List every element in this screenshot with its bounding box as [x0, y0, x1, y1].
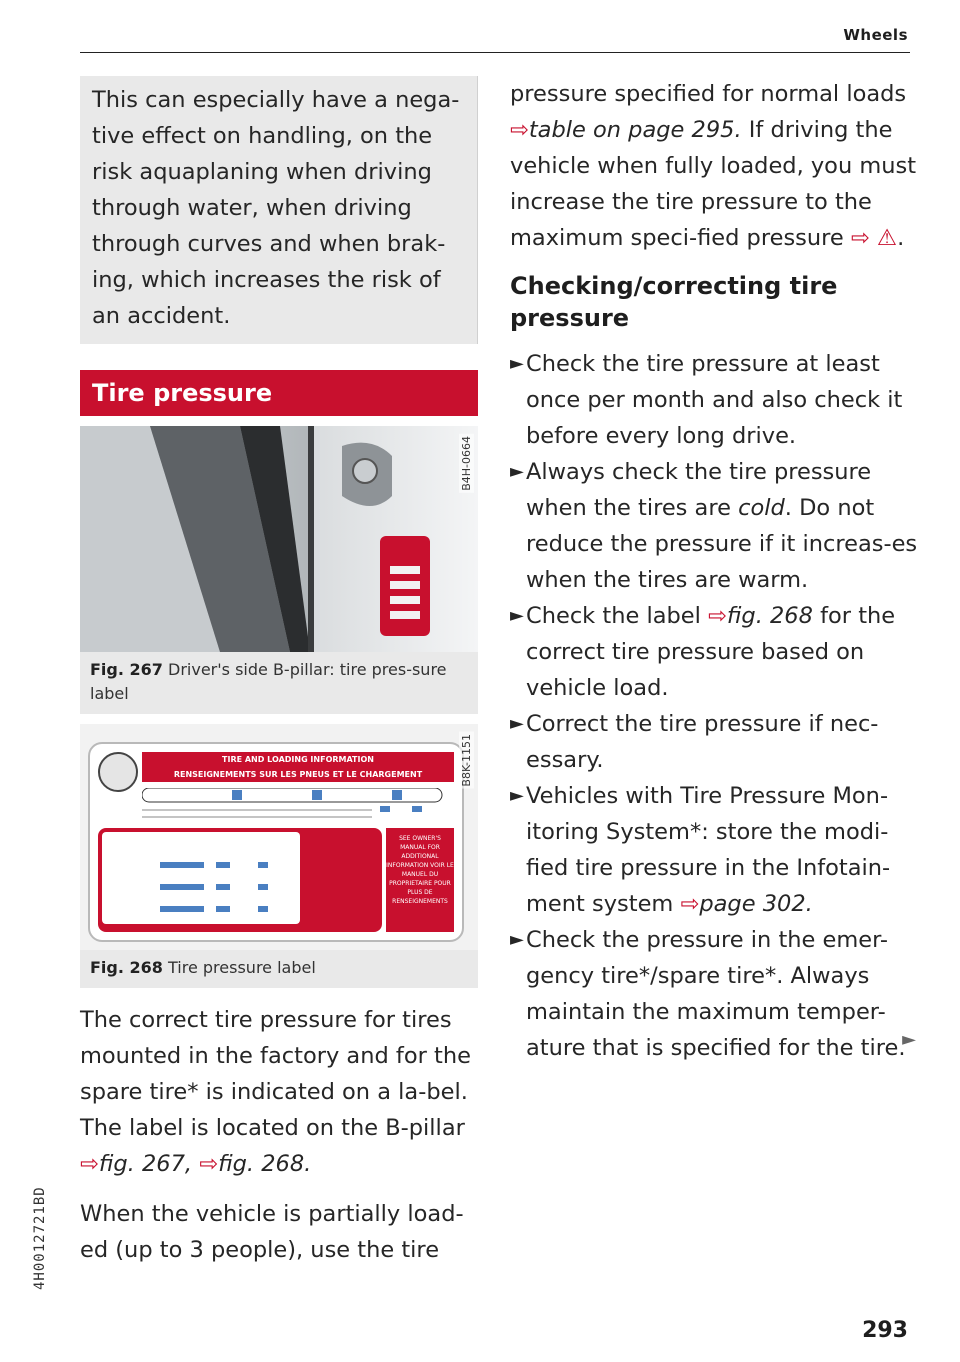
- kpa-field: [216, 884, 230, 890]
- link-fig-268[interactable]: fig. 268: [726, 603, 813, 629]
- tire-label-card: [88, 742, 464, 942]
- right-column: [510, 76, 920, 1066]
- bullet-text: Correct the tire pressure if nec-essary.: [526, 711, 879, 773]
- psi-field: [258, 862, 268, 868]
- bullet-item: [510, 598, 920, 706]
- link-fig-268[interactable]: fig. 268.: [218, 1151, 312, 1177]
- bullet-arrow-icon: ►: [510, 929, 524, 950]
- page-number: 293: [862, 1318, 908, 1343]
- cross-reference-arrow-icon: ⇨: [510, 117, 529, 143]
- figure-268-caption: [80, 950, 478, 988]
- b-pillar-illustration: [80, 426, 478, 652]
- bullet-text: Check the pressure in the emer-gency tire*/spare tire*. Always maintain the maximum temper-ature that is specified for the tire.: [526, 927, 906, 1061]
- seating-capacity-graphic: [142, 788, 452, 822]
- figure-267: [80, 426, 478, 714]
- cross-reference-arrow-icon: ⇨: [80, 1151, 99, 1177]
- cross-reference-arrow-icon: ⇨: [680, 891, 700, 917]
- bullet-arrow-icon: ►: [510, 713, 524, 734]
- figure-267-caption: [80, 652, 478, 714]
- tire-label-seating-row: [142, 788, 454, 804]
- bullet-item: [510, 706, 920, 778]
- paragraph-text: If driving the vehicle when fully loaded, you must increase the tire pressure to the maximum speci-fied pressure: [510, 117, 917, 251]
- bullet-arrow-icon: ►: [510, 785, 524, 806]
- bullet-emphasis: cold: [738, 495, 785, 521]
- bullet-text: . Do not reduce the pressure if it increas-es when the tires are warm.: [526, 495, 918, 593]
- header-rule: [80, 52, 910, 53]
- size-field: [160, 884, 204, 890]
- warning-continuation-box: [80, 76, 478, 344]
- bullet-arrow-icon: ►: [510, 353, 524, 374]
- figure-267-label: Fig. 267: [90, 660, 163, 679]
- paragraph-normal-loads: [510, 76, 920, 256]
- cross-reference-arrow-icon: ⇨: [708, 603, 727, 629]
- bullet-item: [510, 346, 920, 454]
- section-heading: Tire pressure: [80, 370, 478, 416]
- figure-268-caption-text: Tire pressure label: [168, 958, 316, 977]
- cross-reference-arrow-icon: ⇨: [199, 1151, 219, 1177]
- bullet-text: Check the tire pressure at least once per month and also check it before every long drive.: [526, 351, 903, 449]
- kpa-field: [216, 862, 230, 868]
- link-fig-267[interactable]: fig. 267,: [98, 1151, 193, 1177]
- warning-text: This can especially have a nega-tive effect on handling, on the risk aquaplaning when driving through water, when driving through curves and when brak-ing, which increases the risk of an accident.: [92, 87, 460, 329]
- right-body: [510, 76, 920, 256]
- document-code: 4H0012721BD: [32, 1186, 48, 1290]
- bullet-item: [510, 454, 920, 598]
- tire-pressure-label-illustration: [80, 724, 478, 950]
- continue-arrow-icon: ►: [902, 1029, 916, 1050]
- subheading-checking-correcting: Checking/correcting tire pressure: [510, 272, 838, 332]
- bullet-text: for the correct tire pressure based on vehicle load.: [526, 603, 896, 701]
- paragraph-label-location: [80, 1002, 478, 1182]
- tire-label-side-panel: SEE OWNER'S MANUAL FOR ADDITIONAL INFORMATION VOIR LE MANUEL DU PROPRIETAIRE POUR PLUS DE RENSEIGNEMENTS: [386, 828, 454, 932]
- figure-268-code: B8K-1151: [460, 734, 473, 787]
- bullet-item: [510, 922, 920, 1066]
- tire-pressure-table-graphic: [98, 828, 382, 932]
- psi-field: [258, 884, 268, 890]
- cross-reference-arrow-icon: ⇨: [850, 225, 870, 251]
- figure-268: [80, 724, 478, 988]
- figure-267-code: B4H-0664: [460, 436, 473, 491]
- tire-label-band: [142, 752, 454, 782]
- bullet-arrow-icon: ►: [510, 461, 524, 482]
- paragraph-text: .: [897, 225, 905, 251]
- bullet-item: [510, 778, 920, 922]
- left-column: [80, 76, 478, 1282]
- paragraph-text: The correct tire pressure for tires mounted in the factory and for the spare tire* is indicated on a la-bel. The label is located on the B-pillar: [80, 1007, 471, 1141]
- psi-field: [258, 906, 268, 912]
- size-field: [160, 862, 204, 868]
- kpa-field: [216, 906, 230, 912]
- figure-267-caption-text: Driver's side B-pillar: tire pres-sure label: [90, 660, 447, 703]
- bullet-text: Check the label: [526, 603, 709, 629]
- paragraph-partial-load: When the vehicle is partially load-ed (up to 3 people), use the tire: [80, 1201, 464, 1263]
- size-field: [160, 906, 204, 912]
- bullet-arrow-icon: ►: [510, 605, 524, 626]
- tire-label-band-line2: RENSEIGNEMENTS SUR LES PNEUS ET LE CHARGEMENT: [173, 770, 423, 779]
- left-body: [80, 1002, 478, 1268]
- figure-268-label: Fig. 268: [90, 958, 163, 977]
- tire-label-band-line1: TIRE AND LOADING INFORMATION: [222, 755, 374, 764]
- bullet-text: Always check the tire pressure when the tires are: [526, 459, 872, 521]
- bullet-text: Vehicles with Tire Pressure Mon-itoring System*: store the modi-fied tire pressure in the Infotain-ment system: [526, 783, 891, 917]
- warning-triangle-icon[interactable]: ⚠: [876, 225, 898, 251]
- paragraph-text: pressure specified for normal loads: [510, 81, 907, 107]
- link-page-302[interactable]: page 302.: [699, 891, 813, 917]
- running-header: Wheels: [843, 26, 908, 44]
- seal-icon: [98, 752, 138, 792]
- link-table-page-295[interactable]: table on page 295.: [528, 117, 742, 143]
- b-pillar-photo: [80, 426, 478, 652]
